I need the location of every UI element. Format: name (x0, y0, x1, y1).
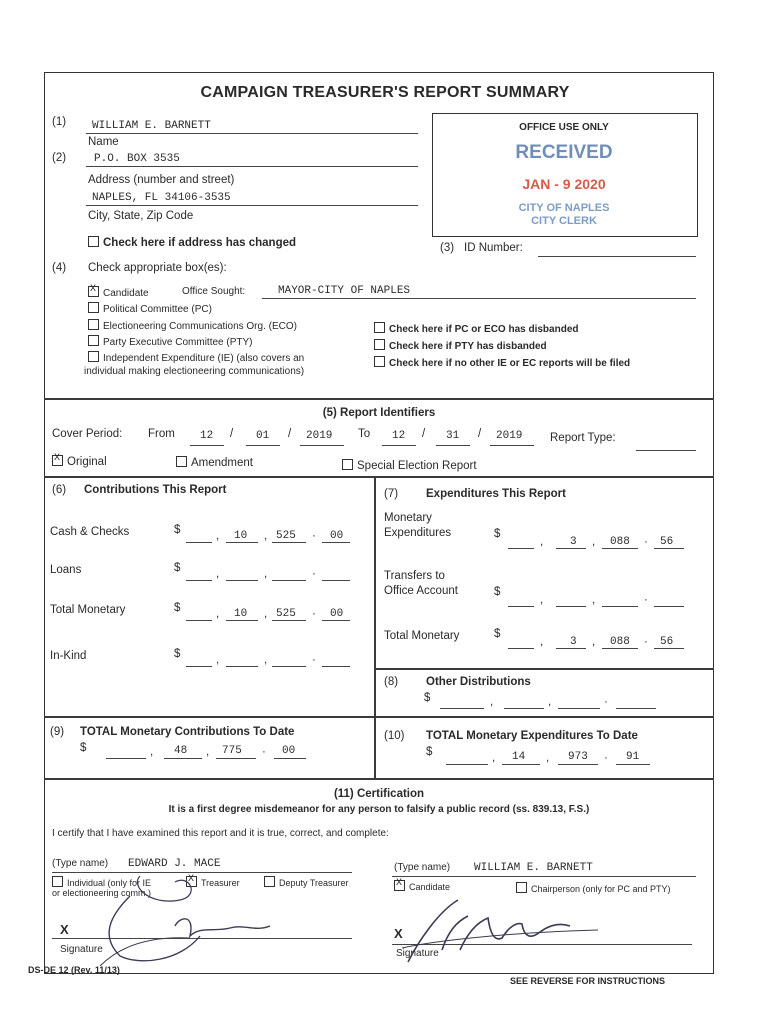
other-dist-field[interactable] (440, 708, 484, 709)
mon-exp-thousands[interactable]: 3 (570, 536, 577, 548)
total-exp-hundreds[interactable]: 088 (610, 636, 630, 648)
see-reverse: SEE REVERSE FOR INSTRUCTIONS (510, 976, 666, 986)
expenditures-label: Expenditures (384, 527, 452, 539)
cash-dollar: $ (174, 524, 181, 536)
divider-5 (44, 398, 714, 400)
total-contrib-hundreds[interactable]: 525 (276, 608, 296, 620)
city-label: City, State, Zip Code (88, 210, 194, 222)
section-number-1: (1) (52, 116, 67, 128)
from-label: From (148, 428, 175, 440)
id-number-label: ID Number: (464, 242, 523, 254)
to-year[interactable]: 2019 (496, 430, 523, 442)
city-stamp-1: CITY OF NAPLES (518, 202, 610, 214)
divider-9 (44, 716, 714, 718)
in-kind-field[interactable] (186, 666, 212, 667)
total-exp-cents[interactable]: 56 (660, 636, 674, 648)
treasurer-checkbox[interactable]: XTreasurer (186, 876, 240, 888)
in-kind-label: In-Kind (50, 650, 87, 662)
left-signature-x: X (60, 922, 69, 937)
ctd-thousands[interactable]: 48 (174, 745, 188, 757)
candidate-name-value[interactable]: WILLIAM E. BARNETT (92, 120, 211, 132)
etd-thousands[interactable]: 14 (512, 751, 526, 763)
transfers-field[interactable] (508, 606, 534, 607)
mon-exp-cents[interactable]: 56 (660, 536, 674, 548)
section-number-10: (10) (384, 730, 405, 742)
slash-4: / (478, 428, 482, 440)
transfers-dollar: $ (494, 586, 501, 598)
candidate-signer-name[interactable]: WILLIAM E. BARNETT (474, 862, 593, 874)
section-number-3: (3) (440, 242, 455, 254)
chairperson-checkbox[interactable]: Chairperson (only for PC and PTY) (516, 882, 671, 894)
section-number-6: (6) (52, 484, 67, 496)
office-sought-label: Office Sought: (182, 286, 246, 297)
office-sought-value[interactable]: MAYOR-CITY OF NAPLES (278, 285, 411, 297)
other-dist-dollar: $ (424, 692, 431, 704)
pty-disbanded-checkbox[interactable]: Check here if PTY has disbanded (374, 339, 547, 352)
left-signature-label: Signature (60, 944, 103, 955)
to-label: To (358, 428, 371, 440)
total-contrib-thousands[interactable]: 10 (234, 608, 248, 620)
report-identifiers-title: (5) Report Identifiers (322, 407, 436, 419)
form-title: CAMPAIGN TREASURER'S REPORT SUMMARY (200, 84, 570, 101)
section-number-4: (4) (52, 262, 67, 274)
total-monetary-contrib-label: Total Monetary (50, 604, 126, 616)
individual-note: or electioneering comm.) (52, 888, 152, 898)
slash-1: / (230, 428, 234, 440)
total-monetary-exp-label: Total Monetary (384, 630, 460, 642)
divider-11 (44, 778, 714, 780)
total-exp-thousands[interactable]: 3 (570, 636, 577, 648)
etd-dollar: $ (426, 746, 433, 758)
id-number-field[interactable] (538, 256, 696, 257)
monetary-label: Monetary (384, 512, 432, 524)
office-use-label: OFFICE USE ONLY (519, 122, 609, 133)
street-label: Address (number and street) (88, 174, 235, 186)
from-day[interactable]: 01 (256, 430, 270, 442)
cash-hundreds[interactable]: 525 (276, 530, 296, 542)
special-election-checkbox[interactable]: Special Election Report (342, 459, 477, 472)
pty-checkbox[interactable]: Party Executive Committee (PTY) (88, 335, 252, 348)
loans-dollar: $ (174, 562, 181, 574)
name-label: Name (88, 136, 119, 148)
candidate-checkbox[interactable]: XCandidate (88, 286, 149, 299)
slash-3: / (422, 428, 426, 440)
report-type-field[interactable] (636, 450, 696, 451)
etd-cents[interactable]: 91 (626, 751, 640, 763)
total-contrib-to-date-title: TOTAL Monetary Contributions To Date (80, 726, 295, 738)
from-month[interactable]: 12 (200, 430, 214, 442)
divider-vertical (374, 476, 376, 778)
section-number-8: (8) (384, 676, 399, 688)
cash-thousands[interactable]: 10 (234, 530, 248, 542)
ctd-cents[interactable]: 00 (282, 745, 296, 757)
city-stamp-2: CITY CLERK (531, 215, 597, 227)
certification-warning: It is a first degree misdemeanor for any person to falsify a public record (ss. 839.13, F.S.) (168, 804, 590, 815)
check-boxes-label: Check appropriate box(es): (88, 262, 227, 274)
etd-hundreds[interactable]: 973 (568, 751, 588, 763)
ctd-dollar: $ (80, 742, 87, 754)
mon-exp-dollar: $ (494, 528, 501, 540)
mon-exp-hundreds[interactable]: 088 (610, 536, 630, 548)
section-number-7: (7) (384, 488, 399, 500)
ie-checkbox[interactable]: Independent Expenditure (IE) (also covers an (88, 351, 304, 364)
cash-cents[interactable]: 00 (330, 530, 344, 542)
candidate-signer-checkbox[interactable]: XCandidate (394, 880, 450, 892)
cover-period-label: Cover Period: (52, 428, 123, 440)
loans-label: Loans (50, 564, 82, 576)
street-value[interactable]: P.O. BOX 3535 (94, 153, 180, 165)
total-contrib-cents[interactable]: 00 (330, 608, 344, 620)
to-day[interactable]: 31 (446, 430, 460, 442)
treasurer-signature-mark (80, 866, 340, 976)
transfers-label: Transfers to (384, 570, 445, 582)
received-stamp: RECEIVED (515, 142, 613, 163)
certify-statement: I certify that I have examined this report and it is true, correct, and complete: (52, 828, 389, 839)
city-value[interactable]: NAPLES, FL 34106-3535 (92, 192, 231, 204)
total-contrib-dollar: $ (174, 602, 181, 614)
individual-checkbox[interactable]: Individual (only for IE (52, 876, 151, 888)
form-id: DS-DE 12 (Rev. 11/13) (28, 965, 120, 975)
ie-note: individual making electioneering communications) (84, 366, 305, 377)
no-other-reports-checkbox[interactable]: Check here if no other IE or EC reports will be filed (374, 356, 630, 369)
right-type-name-label: (Type name) (394, 862, 451, 873)
other-distributions-title: Other Distributions (426, 676, 531, 688)
in-kind-dollar: $ (174, 648, 181, 660)
eco-checkbox[interactable]: Electioneering Communications Org. (ECO) (88, 319, 297, 332)
address-changed-checkbox[interactable] (88, 236, 296, 249)
section-number-2: (2) (52, 152, 67, 164)
received-date-stamp: JAN - 9 2020 (522, 176, 606, 192)
ctd-hundreds[interactable]: 775 (222, 745, 242, 757)
amendment-checkbox[interactable]: Amendment (176, 456, 253, 469)
cash-checks-label: Cash & Checks (50, 526, 130, 538)
divider-6 (44, 476, 714, 478)
office-account-label: Office Account (384, 585, 458, 597)
total-exp-dollar: $ (494, 628, 501, 640)
to-month[interactable]: 12 (392, 430, 406, 442)
from-year[interactable]: 2019 (306, 430, 333, 442)
total-exp-to-date-title: TOTAL Monetary Expenditures To Date (426, 730, 638, 742)
candidate-signature-mark (398, 892, 618, 972)
original-checkbox[interactable]: XOriginal (52, 455, 107, 468)
expenditures-title: Expenditures This Report (426, 488, 566, 500)
certification-title: (11) Certification (333, 788, 425, 800)
left-type-name-label: (Type name) (52, 858, 109, 869)
pc-checkbox[interactable]: Political Committee (PC) (88, 302, 212, 315)
right-signature-x: X (394, 926, 403, 941)
address-changed-label: Check here if address has changed (103, 237, 297, 249)
slash-2: / (288, 428, 292, 440)
deputy-treasurer-checkbox[interactable]: Deputy Treasurer (264, 876, 349, 888)
divider-8 (374, 668, 714, 670)
treasurer-name[interactable]: EDWARD J. MACE (128, 858, 221, 870)
contributions-title: Contributions This Report (84, 484, 227, 496)
loans-field[interactable] (186, 580, 212, 581)
section-number-9: (9) (50, 726, 65, 738)
report-type-label: Report Type: (550, 432, 616, 444)
pc-disbanded-checkbox[interactable]: Check here if PC or ECO has disbanded (374, 322, 579, 335)
right-signature-label: Signature (396, 948, 439, 959)
